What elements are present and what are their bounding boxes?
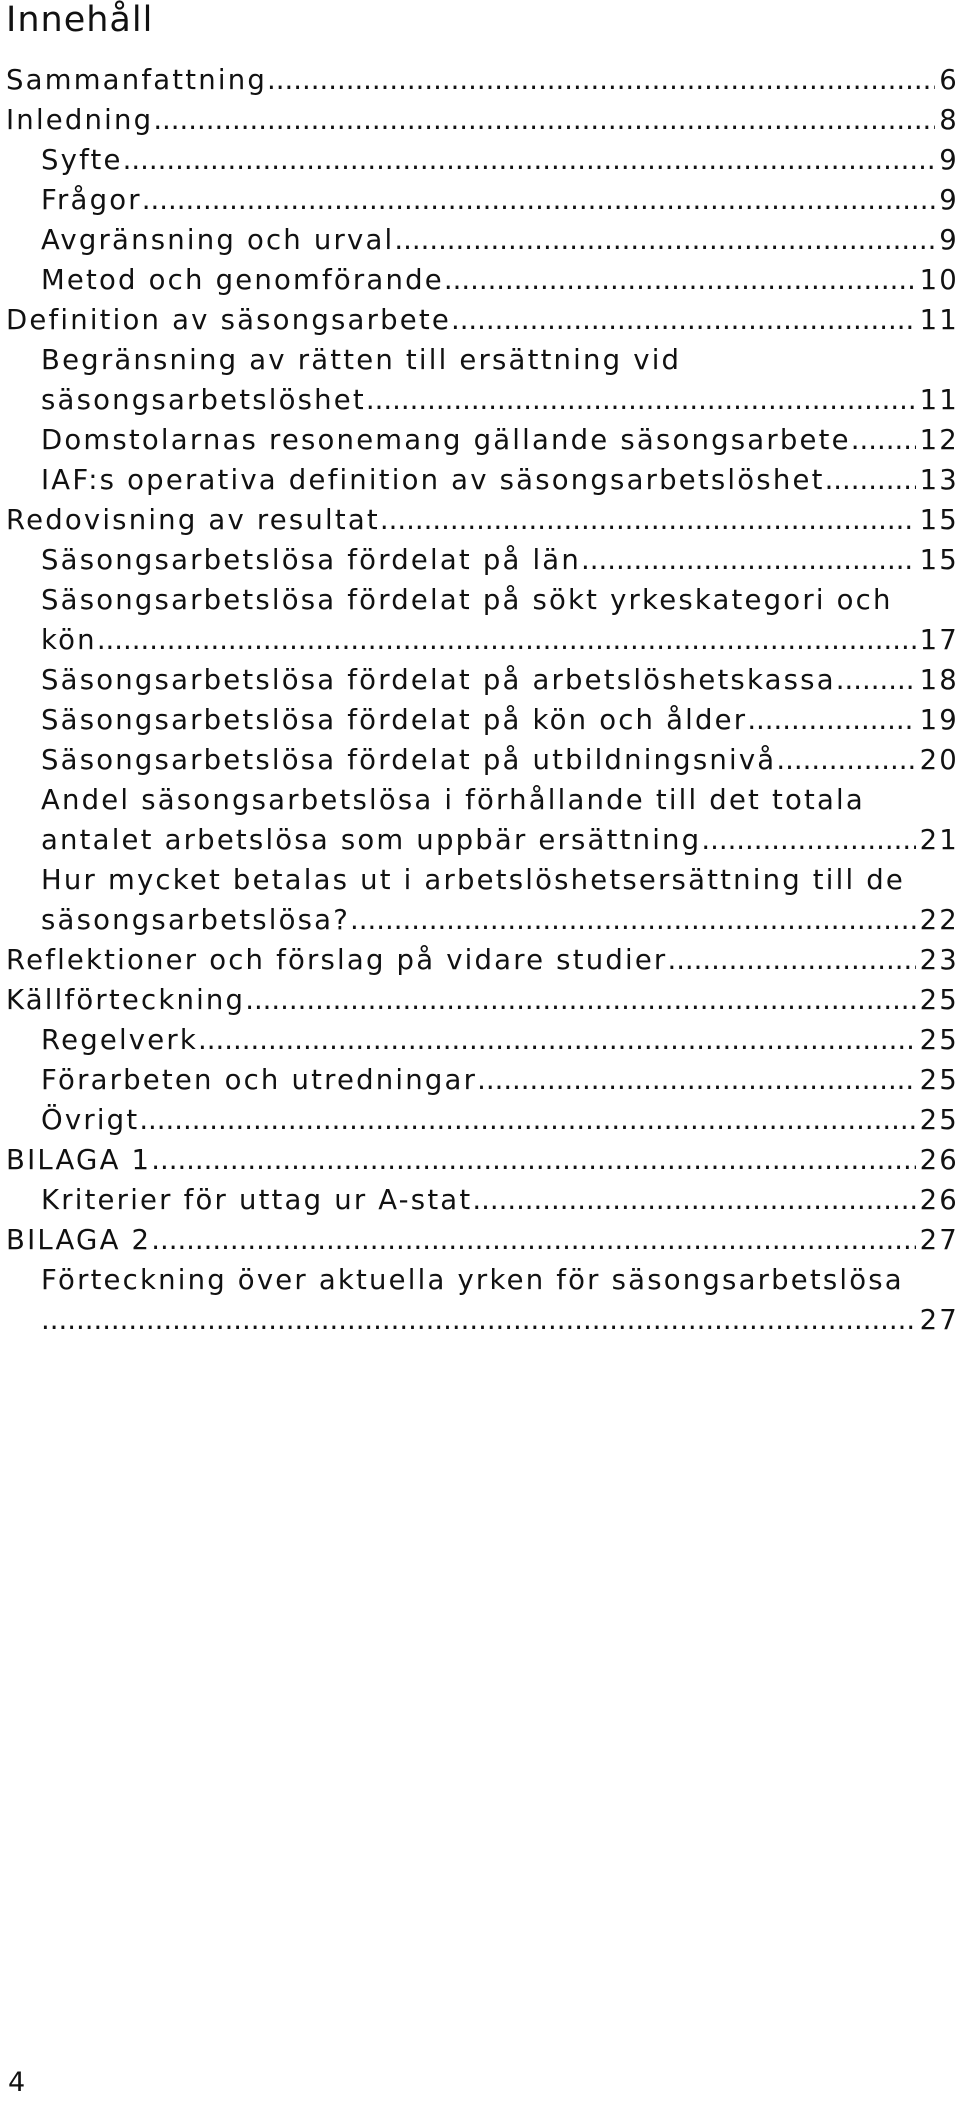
toc-entry[interactable] <box>6 1020 959 1060</box>
toc-entry[interactable] <box>6 220 959 260</box>
toc-leader-dots <box>851 420 916 460</box>
toc-leader-dots <box>245 980 915 1020</box>
toc-page-number: 27 <box>919 1224 959 1256</box>
toc-entry[interactable] <box>6 300 959 340</box>
toc-page-number: 6 <box>939 64 959 96</box>
toc-page-number: 25 <box>919 984 959 1016</box>
toc-entry[interactable] <box>6 180 959 220</box>
toc-entry-title: Frågor <box>41 184 142 216</box>
toc-entry-title: Säsongsarbetslösa fördelat på län <box>41 544 581 576</box>
toc-leader-dots <box>267 60 935 100</box>
toc-page-number: 15 <box>919 544 959 576</box>
toc-entry-title: Kriterier för uttag ur A-stat <box>41 1184 473 1216</box>
toc-page-number: 25 <box>919 1104 959 1136</box>
toc-entry[interactable] <box>6 1180 959 1220</box>
toc-entry[interactable] <box>6 380 959 420</box>
toc-entry[interactable] <box>6 820 959 860</box>
toc-leader-dots <box>667 940 915 980</box>
toc-page-number: 20 <box>919 744 959 776</box>
toc-page-number: 17 <box>919 624 959 656</box>
toc-entry[interactable] <box>6 700 959 740</box>
toc-entry-title: Avgränsning och urval <box>41 224 395 256</box>
toc-page-number: 19 <box>919 704 959 736</box>
toc-leader-dots <box>776 740 915 780</box>
toc-entry-title: BILAGA 1 <box>6 1144 152 1176</box>
toc-entry-title: Syfte <box>41 144 123 176</box>
toc-entry-title-continued: säsongsarbetslöshet <box>41 384 366 416</box>
toc-entry[interactable] <box>6 460 959 500</box>
toc-page-number: 11 <box>919 304 959 336</box>
toc-entry-title: Reflektioner och förslag på vidare studier <box>6 944 668 976</box>
toc-entry[interactable] <box>6 1300 959 1340</box>
toc-entry-title-text: Förteckning över aktuella yrken för säsongsarbetslösa <box>41 1264 904 1296</box>
toc-entry[interactable] <box>6 260 959 300</box>
toc-leader-dots <box>151 1140 915 1180</box>
toc-entry[interactable] <box>6 1140 959 1180</box>
toc-entry-title: Definition av säsongsarbete <box>6 304 451 336</box>
toc-page-number: 22 <box>919 904 959 936</box>
toc-leader-dots <box>394 220 935 260</box>
toc-leader-dots <box>198 1020 916 1060</box>
toc-leader-dots <box>153 100 935 140</box>
toc-leader-dots <box>472 1180 915 1220</box>
toc-entry-title: Sammanfattning <box>6 64 268 96</box>
toc-page-number: 25 <box>919 1064 959 1096</box>
toc-entry[interactable] <box>6 940 959 980</box>
toc-leader-dots <box>825 460 916 500</box>
toc-leader-dots <box>151 1220 915 1260</box>
toc-page-number: 15 <box>919 504 959 536</box>
toc-entry[interactable] <box>6 1220 959 1260</box>
toc-leader-dots <box>380 500 916 540</box>
toc-page-number: 23 <box>919 944 959 976</box>
toc-page-number: 18 <box>919 664 959 696</box>
toc-entry-title-text: Hur mycket betalas ut i arbetslöshetsersättning till de <box>41 864 906 896</box>
toc-page-number: 9 <box>939 144 959 176</box>
toc-leader-dots <box>139 1100 915 1140</box>
toc-leader-dots <box>123 140 936 180</box>
toc-entry-title: Säsongsarbetslösa fördelat på utbildningsnivå <box>41 744 777 776</box>
toc-page-number: 10 <box>919 264 959 296</box>
toc-entry-title[interactable] <box>6 340 959 380</box>
toc-entry-title-continued: kön <box>41 624 97 656</box>
toc-page-number: 9 <box>939 184 959 216</box>
toc-page-number: 9 <box>939 224 959 256</box>
toc-page-number: 21 <box>919 824 959 856</box>
toc-entry[interactable] <box>6 900 959 940</box>
toc-leader-dots <box>747 700 915 740</box>
toc-entry[interactable] <box>6 660 959 700</box>
toc-leader-dots <box>581 540 916 580</box>
toc-page-number: 26 <box>919 1184 959 1216</box>
toc-leader-dots <box>836 660 916 700</box>
toc-entry[interactable] <box>6 740 959 780</box>
toc-entry[interactable] <box>6 980 959 1020</box>
toc-leader-dots <box>41 1300 916 1340</box>
page-number: 4 <box>8 2067 27 2098</box>
toc-page-number: 12 <box>919 424 959 456</box>
toc-entry[interactable] <box>6 500 959 540</box>
toc-entry-title: Redovisning av resultat <box>6 504 380 536</box>
toc-entry-title: Domstolarnas resonemang gällande säsongsarbete <box>41 424 851 456</box>
toc-entry-title-text: Säsongsarbetslösa fördelat på sökt yrkeskategori och <box>41 584 893 616</box>
toc-entry-title: Säsongsarbetslösa fördelat på arbetslöshetskassa <box>41 664 836 696</box>
toc-entry-title: Inledning <box>6 104 154 136</box>
toc-entry[interactable] <box>6 140 959 180</box>
toc-entry-title: Förarbeten och utredningar <box>41 1064 478 1096</box>
toc-entry-title: Metod och genomförande <box>41 264 444 296</box>
toc-entry-title: Övrigt <box>41 1104 140 1136</box>
table-of-contents <box>6 60 959 1340</box>
toc-entry-title[interactable] <box>6 580 959 620</box>
toc-entry[interactable] <box>6 1100 959 1140</box>
toc-leader-dots <box>97 620 916 660</box>
toc-entry-title[interactable] <box>6 1260 959 1300</box>
toc-entry-title-text: Andel säsongsarbetslösa i förhållande till det totala <box>41 784 865 816</box>
toc-entry-title-continued: antalet arbetslösa som uppbär ersättning <box>41 824 702 856</box>
toc-leader-dots <box>477 1060 916 1100</box>
toc-entry[interactable] <box>6 100 959 140</box>
toc-heading: Innehåll <box>6 0 154 40</box>
toc-entry[interactable] <box>6 1060 959 1100</box>
toc-entry-title-text: Begränsning av rätten till ersättning vid <box>41 344 682 376</box>
toc-page-number: 27 <box>919 1304 959 1336</box>
toc-entry-title[interactable] <box>6 780 959 820</box>
toc-leader-dots <box>142 180 936 220</box>
toc-leader-dots <box>444 260 916 300</box>
toc-entry[interactable] <box>6 420 959 460</box>
toc-page-number: 13 <box>919 464 959 496</box>
toc-entry-title[interactable] <box>6 860 959 900</box>
toc-page-number: 25 <box>919 1024 959 1056</box>
toc-entry[interactable] <box>6 620 959 660</box>
toc-leader-dots <box>451 300 916 340</box>
toc-entry-title: IAF:s operativa definition av säsongsarbetslöshet <box>41 464 825 496</box>
toc-entry[interactable] <box>6 540 959 580</box>
toc-entry-title: Säsongsarbetslösa fördelat på kön och ålder <box>41 704 748 736</box>
toc-entry-title: Regelverk <box>41 1024 199 1056</box>
toc-page-number: 11 <box>919 384 959 416</box>
toc-leader-dots <box>350 900 916 940</box>
toc-leader-dots <box>366 380 916 420</box>
toc-page-number: 26 <box>919 1144 959 1176</box>
toc-entry-title: BILAGA 2 <box>6 1224 152 1256</box>
toc-entry-title: Källförteckning <box>6 984 246 1016</box>
toc-leader-dots <box>701 820 915 860</box>
toc-entry-title-continued: säsongsarbetslösa? <box>41 904 351 936</box>
toc-page-number: 8 <box>939 104 959 136</box>
toc-entry[interactable] <box>6 60 959 100</box>
